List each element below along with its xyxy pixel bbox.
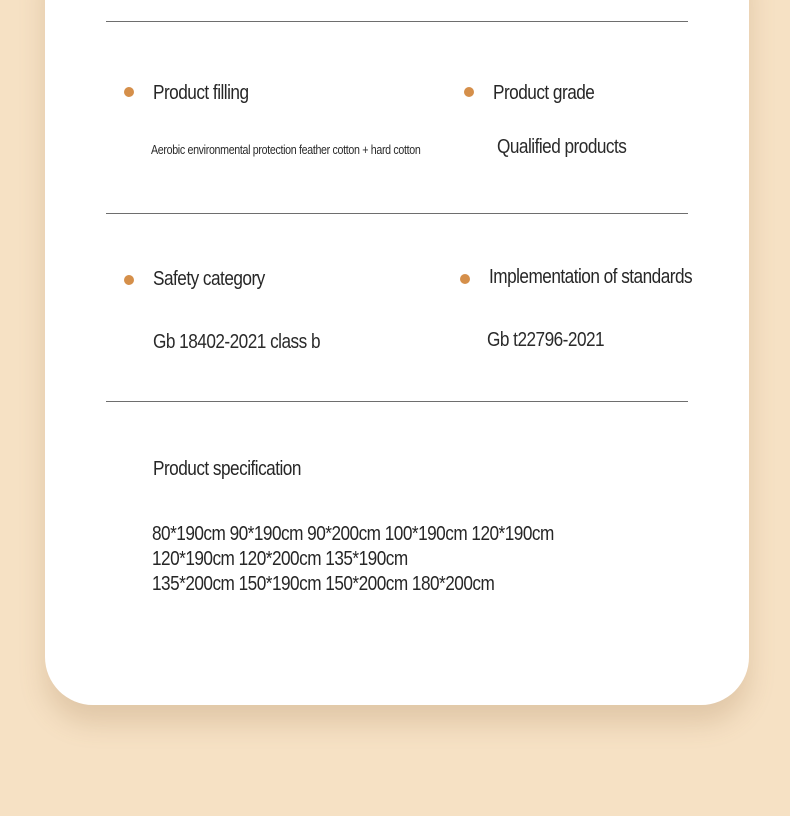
spec-line: 80*190cm 90*190cm 90*200cm 100*190cm 120*190cm [152,523,554,545]
implementation-standards-value: Gb t22796-2021 [487,329,605,351]
implementation-standards-label: Implementation of standards [489,266,693,288]
product-filling-label: Product filling [153,82,249,104]
bullet-dot-icon [124,87,134,97]
product-filling-value: Aerobic environmental protection feather cotton + hard cotton [151,142,421,157]
bullet-dot-icon [460,274,470,284]
bullet-dot-icon [464,87,474,97]
product-specification-label: Product specification [153,458,301,480]
product-grade-label: Product grade [493,82,595,104]
safety-category-value: Gb 18402-2021 class b [153,331,321,353]
safety-category-label: Safety category [153,268,265,290]
product-info-card [45,0,749,705]
divider-middle [106,213,688,214]
bullet-dot-icon [124,275,134,285]
product-grade-value: Qualified products [497,136,627,158]
spec-line: 135*200cm 150*190cm 150*200cm 180*200cm [152,573,495,595]
spec-line: 120*190cm 120*200cm 135*190cm [152,548,408,570]
divider-bottom [106,401,688,402]
divider-top [106,21,688,22]
